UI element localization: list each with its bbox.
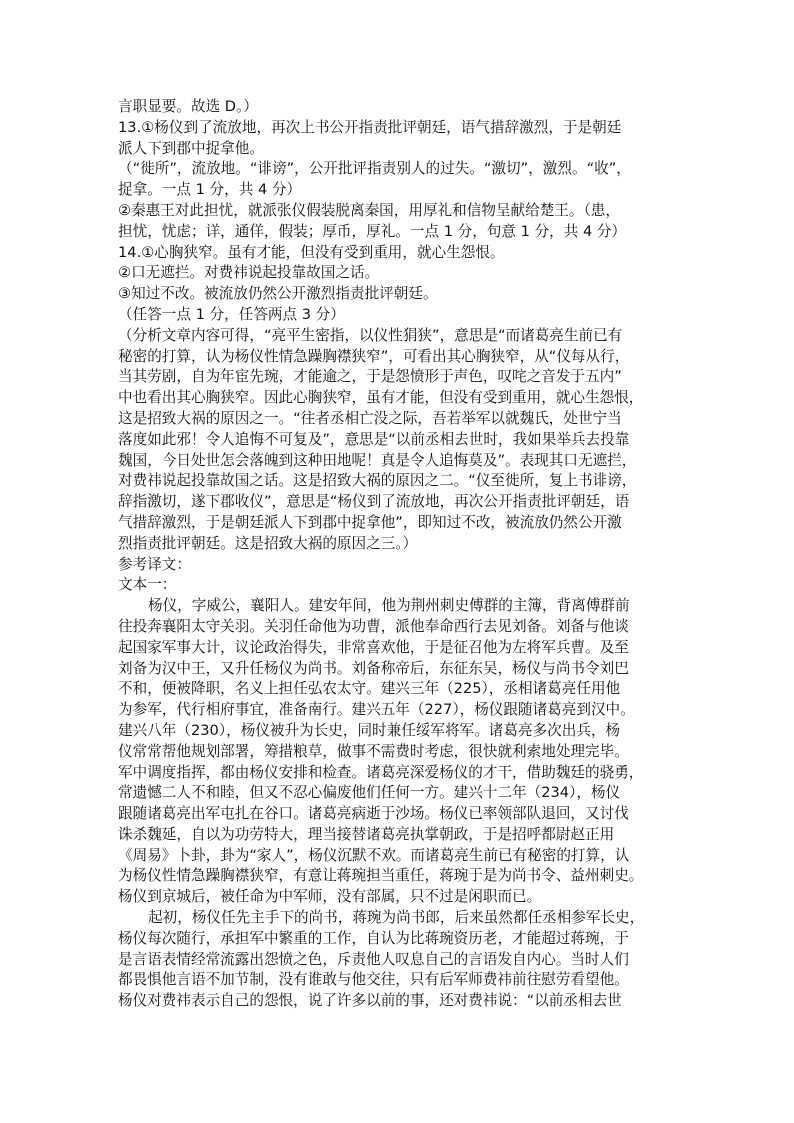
text-line: 都畏惧他言语不加节制，没有谁敢与他交往，只有后军师费祎前往慰劳看望他。 <box>118 971 629 989</box>
translation-paragraph-1 <box>118 596 684 908</box>
text-line: （分析文章内容可得，“亮平生密指，以仪性狷狭”，意思是“而诸葛亮生前已有 <box>118 326 623 344</box>
text-line: （任答一点 1 分，任答两点 3 分） <box>118 305 345 323</box>
text-line: 言职显要。故选 D。） <box>118 98 258 115</box>
text-line: 起初，杨仪任先主手下的尚书，蒋琬为尚书郎，后来虽然都任丞相参军长史， <box>148 909 645 927</box>
text-line: 秘密的打算，认为杨仪性情急躁胸襟狭窄”，可看出其心胸狭窄，从“仪每从行， <box>118 347 630 365</box>
document-page <box>118 97 684 1012</box>
text-line: 杨仪每次随行，承担军中繁重的工作，自认为比蒋琬资历老，才能超过蒋琬，于 <box>118 929 629 947</box>
text-line: 烈指责批评朝廷。这是招致大祸的原因之三。） <box>118 534 418 552</box>
text-line: 跟随诸葛亮出军屯扎在谷口。诸葛亮病逝于沙场。杨仪已率领部队退回，又讨伐 <box>118 805 629 823</box>
text-line: 为杨仪性情急躁胸襟狭窄，有意让蒋琬担当重任，蒋琬于是为尚书令、益州刺史。 <box>118 867 644 885</box>
text-line: 捉拿。一点 1 分，共 4 分） <box>118 181 302 199</box>
text-line: ②口无遮拦。对费祎说起投靠故国之话。 <box>118 264 380 282</box>
text-line: 常遗憾二人不和睦，但又不忍心偏废他们任何一方。建兴十二年（234），杨仪 <box>118 784 621 802</box>
text-line: （“徙所”，流放地。“诽谤”，公开批评指责别人的过失。“激切”，激烈。“收”， <box>118 160 631 178</box>
text-line: 为参军，代行相府事宜，准备南行。建兴五年（227），杨仪跟随诸葛亮到汉中。 <box>118 701 635 719</box>
text-line: 军中调度指挥，都由杨仪安排和检查。诸葛亮深爱杨仪的才干，借助魏廷的骁勇， <box>118 763 644 781</box>
text-line: 当其劳剧，自为年宦先琬，才能逾之，于是怨愤形于声色，叹咤之音发于五内” <box>118 368 622 386</box>
text-line: 诛杀魏延，自以为功劳特大，理当接替诸葛亮执掌朝政，于是招呼都尉赵正用 <box>118 825 615 843</box>
text-line: 担忧，忧虑；详，通佯，假装；厚币，厚礼。一点 1 分，句意 1 分，共 4 分） <box>118 222 627 240</box>
text-line: ③知过不改。被流放仍然公开激烈指责批评朝廷。 <box>118 285 438 303</box>
text-line: 辞指激切，遂下郡收仪”，意思是“杨仪到了流放地，再次公开指责批评朝廷，语 <box>118 493 630 511</box>
text-line: 14.①心胸狭窄。虽有才能，但没有受到重用，就心生怨恨。 <box>118 243 505 261</box>
text-line: 建兴八年（230），杨仪被升为长史，同时兼任绥军将军。诸葛亮多次出兵，杨 <box>118 721 621 739</box>
text-line: 文本一： <box>118 576 177 594</box>
text-line: 对费祎说起投靠故国之话。这是招致大祸的原因之二。“仪至徙所，复上书诽谤， <box>118 472 637 490</box>
text-line: 《周易》卜卦，卦为“家人”，杨仪沉默不欢。而诸葛亮生前已有秘密的打算，认 <box>118 846 630 864</box>
text-line: 刘备为汉中王，又升任杨仪为尚书。刘备称帝后，东征东吴，杨仪与尚书令刘巴 <box>118 659 629 677</box>
text-line: 杨仪到京城后，被任命为中军师，没有部属，只不过是闲职而已。 <box>118 888 542 906</box>
text-line: 这是招致大祸的原因之一。“往者丞相亡没之际，吾若举军以就魏氏，处世宁当 <box>118 409 622 427</box>
text-line: 杨仪，字威公，襄阳人。建安年间，他为荆州刺史傅群的主簿，背离傅群前 <box>148 597 630 615</box>
text-line: 落度如此邪！令人追悔不可复及”，意思是“以前丞相去世时，我如果举兵去投靠 <box>118 430 630 448</box>
text-line: 中也看出其心胸狭窄。因此心胸狭窄，虽有才能，但没有受到重用，就心生怨恨， <box>118 389 644 407</box>
text-line: 是言语表情经常流露出怨愤之色，斥责他人叹息自己的言语发自内心。当时人们 <box>118 950 629 968</box>
text-line: 气措辞激烈，于是朝廷派人下到郡中捉拿他”，即知过不改，被流放仍然公开激 <box>118 513 622 531</box>
text-line: 13.①杨仪到了流放地，再次上书公开指责批评朝廷，语气措辞激烈，于是朝廷 <box>118 118 622 136</box>
translation-paragraph-2 <box>118 908 684 1012</box>
text-line: 不和，便被降职，名义上担任弘农太守。建兴三年（225），丞相诸葛亮任用他 <box>118 680 621 698</box>
text-line: 仪常常帮他规划部署，筹措粮草，做事不需费时考虑，很快就利索地处理完毕。 <box>118 742 629 760</box>
text-line: ②秦惠王对此担忧，就派张仪假装脱离秦国，用厚礼和信物呈献给楚王。（患， <box>118 201 620 219</box>
text-line: 参考译文： <box>118 555 191 573</box>
text-line: 杨仪对费祎表示自己的怨恨，说了许多以前的事，还对费祎说：“以前丞相去世 <box>118 992 622 1010</box>
text-line: 起国家军事大计，议论政治得失，非常喜欢他，于是征召他为左将军兵曹。及至 <box>118 638 629 656</box>
text-line: 魏国，今日处世怎会落魄到这种田地呢！真是令人追悔莫及”。表现其口无遮拦， <box>118 451 637 469</box>
text-line: 派人下到郡中捉拿他。 <box>118 139 264 157</box>
answer-section <box>118 97 684 596</box>
text-line: 往投奔襄阳太守关羽。关羽任命他为功曹，派他奉命西行去见刘备。刘备与他谈 <box>118 617 629 635</box>
